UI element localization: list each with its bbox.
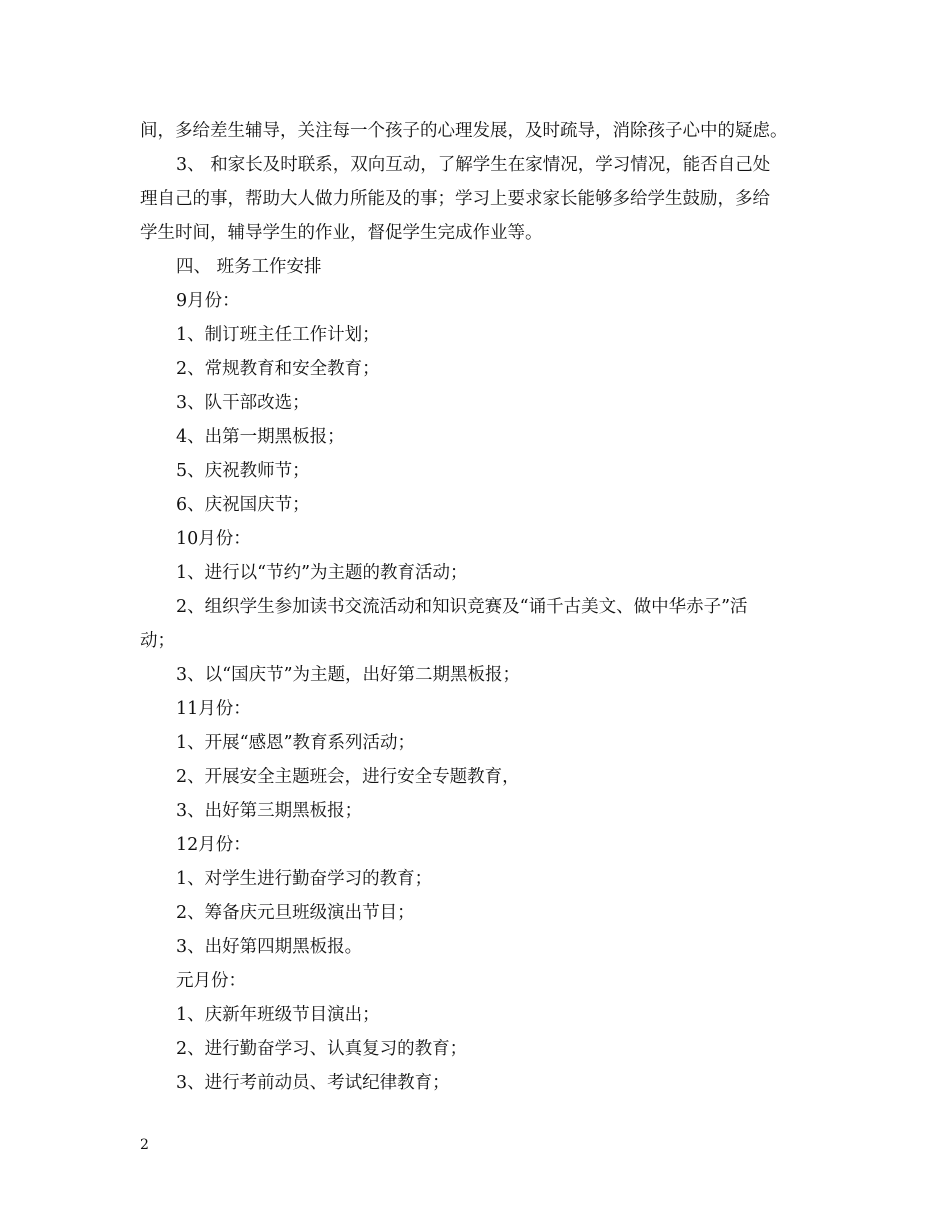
month-heading-december: 12月份： [176,835,251,855]
october-item-2: 2、组织学生参加读书交流活动和知识竞赛及“诵千古美文、做中华赤子”活 [176,597,748,617]
october-item-1: 1、进行以“节约”为主题的教育活动； [176,563,468,583]
november-item-3: 3、出好第三期黑板报； [176,801,363,821]
december-item-1: 1、对学生进行勤奋学习的教育； [176,869,433,889]
september-item-1: 1、制订班主任工作计划； [176,325,380,345]
document-body [140,114,812,1100]
parent-contact-line-1: 3、 和家长及时联系，双向互动，了解学生在家情况，学习情况，能否自己处 [176,155,771,175]
page-number: 2 [140,1137,149,1153]
month-heading-january: 元月份： [176,971,246,991]
september-item-2: 2、常规教育和安全教育； [176,359,380,379]
september-item-6: 6、庆祝国庆节； [176,495,310,515]
january-item-3: 3、进行考前动员、考试纪律教育； [176,1073,450,1093]
november-item-2: 2、开展安全主题班会，进行安全专题教育， [176,767,520,787]
september-item-4: 4、出第一期黑板报； [176,427,345,447]
january-item-2: 2、进行勤奋学习、认真复习的教育； [176,1039,468,1059]
section-heading-class-affairs: 四、 班务工作安排 [176,257,322,277]
month-heading-september: 9月份： [176,291,240,311]
month-heading-october: 10月份： [176,529,251,549]
december-item-2: 2、筹备庆元旦班级演出节目； [176,903,415,923]
october-item-2-continued: 动； [140,631,175,651]
parent-contact-line-3: 学生时间，辅导学生的作业，督促学生完成作业等。 [140,223,543,243]
january-item-1: 1、庆新年班级节目演出； [176,1005,380,1025]
november-item-1: 1、开展“感恩”教育系列活动； [176,733,416,753]
october-item-3: 3、以“国庆节”为主题，出好第二期黑板报； [176,665,521,685]
parent-contact-line-2: 理自己的事，帮助大人做力所能及的事；学习上要求家长能够多给学生鼓励，多给 [140,189,770,209]
september-item-3: 3、队干部改选； [176,393,310,413]
month-heading-november: 11月份： [176,699,251,719]
september-item-5: 5、庆祝教师节； [176,461,310,481]
december-item-3: 3、出好第四期黑板报。 [176,937,363,957]
paragraph-continued: 间，多给差生辅导，关注每一个孩子的心理发展，及时疏导，消除孩子心中的疑虑。 [140,121,788,141]
